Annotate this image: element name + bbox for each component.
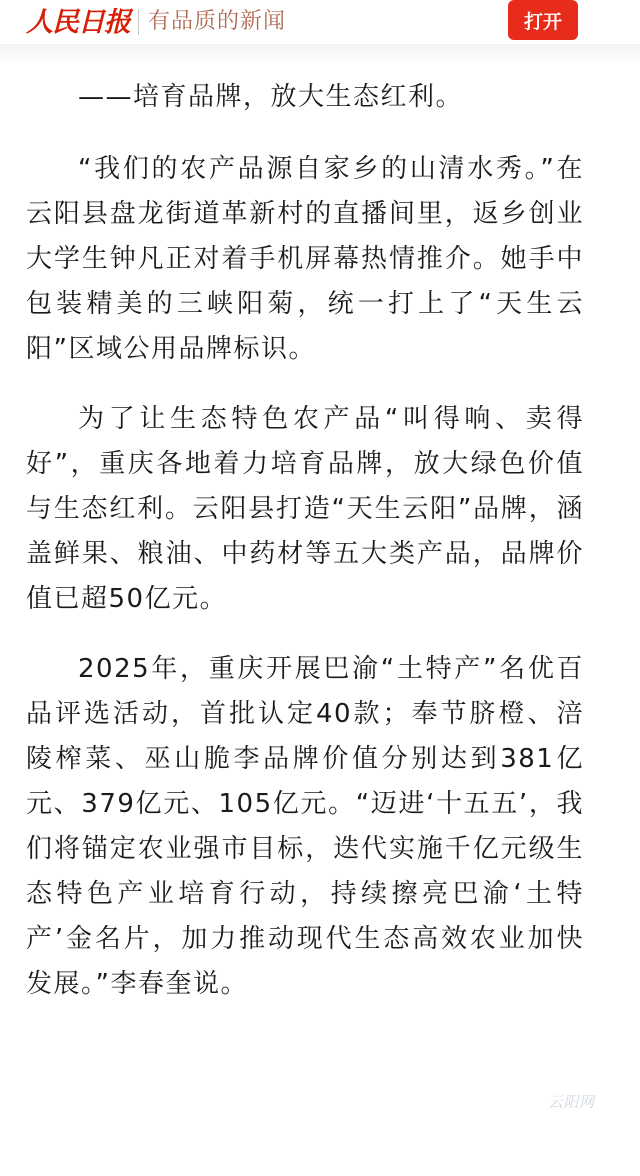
- yunyang-watermark: [548, 1088, 616, 1114]
- open-app-button[interactable]: 打开: [508, 0, 578, 40]
- brand-divider: [138, 9, 139, 35]
- article-paragraph: “我们的农产品源自家乡的山清水秀。”在云阳县盘龙街道革新村的直播间里，返乡创业大学生钟凡正对着手机屏幕热情推介。她手中包装精美的三峡阳菊，统一打上了“天生云阳”区域公用品牌标识。: [26, 154, 584, 364]
- article-paragraph: 为了让生态特色农产品“叫得响、卖得好”，重庆各地着力培育品牌，放大绿色价值与生态红利。云阳县打造“天生云阳”品牌，涵盖鲜果、粮油、中药材等五大类产品，品牌价值已超50亿元。: [26, 404, 584, 614]
- article-paragraph: 2025年，重庆开展巴渝“土特产”名优百品评选活动，首批认定40款；奉节脐橙、涪陵榨菜、巫山脆李品牌价值分别达到381亿元、379亿元、105亿元。“迈进‘十五五’，我们将锚定农业强市目标，迭代实施千亿元级生态特色产业培育行动，持续擦亮巴渝‘土特产’金名片，加力推动现代生态高效农业加快发展。”李春奎说。: [26, 654, 584, 999]
- brand[interactable]: [26, 4, 286, 40]
- header-shadow: [0, 44, 640, 64]
- people-daily-logo: 人民日报: [26, 6, 130, 38]
- article-body: [26, 75, 584, 1032]
- top-bar: [0, 0, 640, 44]
- article-subheading: ——培育品牌，放大生态红利。: [78, 82, 464, 112]
- brand-slogan: 有品质的新闻: [148, 9, 287, 34]
- watermark-text: 云阳网: [548, 1092, 595, 1111]
